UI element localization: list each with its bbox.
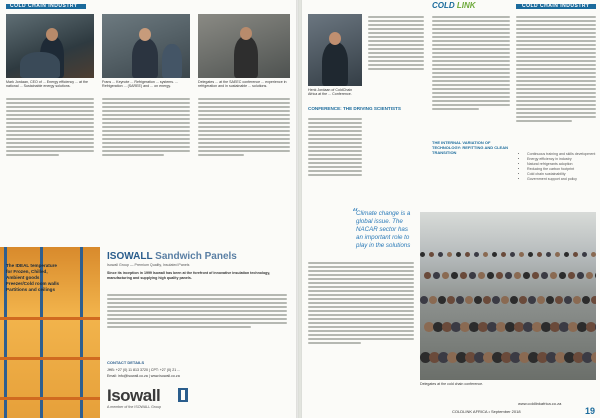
pull-quote: Climate change is a global issue. The NACAR sector has an important role to play in the solutions <box>356 210 411 249</box>
audience-member <box>420 296 428 304</box>
warehouse-text: The IDEAL temperature for Frozen, Chilled, Ambient goods Freezer/Cold room walls Partitions and ceilings <box>6 263 60 292</box>
bullet-list <box>522 152 599 182</box>
article-column-7 <box>308 116 362 178</box>
page-footer: COLDLINK AFRICA • September 2018 <box>452 409 521 414</box>
audience-member <box>451 272 458 279</box>
audience-member <box>433 272 440 279</box>
warehouse-photo <box>0 247 100 418</box>
photo-caption-2: Frans ... Keynote ... Refrigeration ... systems. ... Refrigeration ... (SAREE) and ... on energy. <box>102 80 179 89</box>
quote-mark-icon: “ <box>352 206 359 220</box>
photo-caption-5: Delegates at the cold chain conference. <box>420 382 484 386</box>
audience-member <box>528 296 536 304</box>
audience-member <box>456 296 464 304</box>
audience-member <box>523 272 530 279</box>
ad-subtitle: Isowall Group — Premium Quality, Insulated Panels <box>107 263 190 267</box>
audience-row <box>420 272 596 282</box>
list-item: • Continuous training and skills development <box>527 152 599 157</box>
audience-member <box>591 352 596 363</box>
page-number: 19 <box>584 406 595 416</box>
audience-member <box>424 272 431 279</box>
section-subhead: CONFERENCE: THE DRIVING SCIENTISTS <box>308 106 401 111</box>
audience-member <box>519 296 527 304</box>
article-column-4 <box>368 14 424 72</box>
audience-member <box>582 296 590 304</box>
audience-member <box>510 252 515 257</box>
audience-member <box>474 252 479 257</box>
audience-member <box>505 272 512 279</box>
audience-member <box>438 252 443 257</box>
photo-caption-1: Mark Jordaan, CEO of ... Energy efficiency ... at the national ... Sustainable energy solutions. <box>6 80 89 89</box>
audience-member <box>487 272 494 279</box>
article-column-5 <box>432 14 510 112</box>
list-item: • Government support and policy <box>527 177 599 182</box>
audience-member <box>469 272 476 279</box>
audience-member <box>429 252 434 257</box>
speaker-photo-2 <box>102 14 190 78</box>
audience-member <box>555 252 560 257</box>
coldlink-logo: COLD LINK <box>432 1 476 10</box>
section-tag: COLD CHAIN INDUSTRY <box>522 3 590 9</box>
speaker-photo-4 <box>308 14 362 86</box>
ad-title: ISOWALL Sandwich Panels <box>107 251 237 262</box>
audience-member <box>501 252 506 257</box>
audience-member <box>438 296 446 304</box>
audience-member <box>501 296 509 304</box>
audience-member <box>573 296 581 304</box>
article-column-3 <box>198 96 290 158</box>
audience-row <box>420 352 596 362</box>
audience-member <box>514 272 521 279</box>
audience-member <box>586 272 593 279</box>
audience-member <box>492 252 497 257</box>
audience-member <box>559 272 566 279</box>
audience-member <box>546 252 551 257</box>
audience-member <box>442 272 449 279</box>
audience-member <box>465 252 470 257</box>
audience-member <box>420 252 425 257</box>
isowall-tagline: A member of the ISOWALL Group <box>107 405 162 409</box>
list-item: • Cold chain sustainability <box>527 172 599 177</box>
right-page <box>302 0 600 418</box>
isowall-logo: Isowall <box>107 386 161 405</box>
ad-lead: Since its inception in 1999 Isowall has been at the forefront of innovative insulation technology, manufacturing and supplying high quality panels. <box>107 271 271 280</box>
ad-contact-title: CONTACT DETAILS <box>107 360 145 365</box>
audience-member <box>492 296 500 304</box>
audience-row <box>420 296 596 306</box>
photo-caption-3: Delegates ... at the SAEEC conference ... experience in refrigeration and in sustainable ... solutions. <box>198 80 287 89</box>
list-item: • Natural refrigerants adoption <box>527 162 599 167</box>
audience-member <box>483 296 491 304</box>
audience-member <box>595 322 596 332</box>
audience-member <box>591 296 596 304</box>
audience-member <box>591 252 596 257</box>
section-tag: COLD CHAIN INDUSTRY <box>10 3 78 9</box>
audience-member <box>528 252 533 257</box>
conference-crowd-photo <box>420 212 596 380</box>
audience-member <box>460 272 467 279</box>
audience-member <box>582 252 587 257</box>
audience-member <box>447 252 452 257</box>
audience-member <box>595 272 596 279</box>
audience-member <box>447 296 455 304</box>
audience-member <box>478 272 485 279</box>
audience-member <box>429 296 437 304</box>
audience-member <box>537 252 542 257</box>
isowall-logo-mark-icon <box>178 388 188 402</box>
audience-member <box>496 272 503 279</box>
audience-row <box>420 322 596 332</box>
audience-member <box>564 252 569 257</box>
audience-member <box>510 296 518 304</box>
ad-contact-line: JHB: +27 (0) 11 813 3720 | CPT: +27 (0) 21 ... <box>107 368 181 372</box>
audience-member <box>555 296 563 304</box>
audience-member <box>564 296 572 304</box>
section-subhead: THE INTERNAL VARIATION OF TECHNOLOGY: REFITTING AND CLEAN TRANSITION <box>432 140 508 155</box>
ad-contact-line: Email: info@isowall.co.za | www.isowall.co.za <box>107 374 180 378</box>
audience-member <box>519 252 524 257</box>
audience-row <box>420 252 596 262</box>
audience-member <box>541 272 548 279</box>
article-column-2 <box>102 96 190 158</box>
audience-member <box>546 296 554 304</box>
audience-member <box>474 296 482 304</box>
article-column-1 <box>6 96 94 158</box>
website-link[interactable]: www.coldlinkafrica.co.za <box>518 401 562 406</box>
audience-member <box>456 252 461 257</box>
list-item: • Reducing the carbon footprint <box>527 167 599 172</box>
audience-member <box>550 272 557 279</box>
left-page <box>0 0 298 418</box>
speaker-photo-1 <box>6 14 94 78</box>
photo-caption-4: Henk Jordaan of ColdChain Africa at the ... Conference. <box>308 88 353 97</box>
audience-member <box>483 252 488 257</box>
audience-member <box>537 296 545 304</box>
audience-member <box>577 272 584 279</box>
list-item: • Energy efficiency in industry <box>527 157 599 162</box>
ad-body <box>107 292 287 330</box>
audience-member <box>573 252 578 257</box>
audience-member <box>532 272 539 279</box>
article-column-8 <box>308 260 414 346</box>
audience-member <box>568 272 575 279</box>
speaker-photo-3 <box>198 14 290 78</box>
article-column-6 <box>516 14 596 124</box>
audience-member <box>465 296 473 304</box>
